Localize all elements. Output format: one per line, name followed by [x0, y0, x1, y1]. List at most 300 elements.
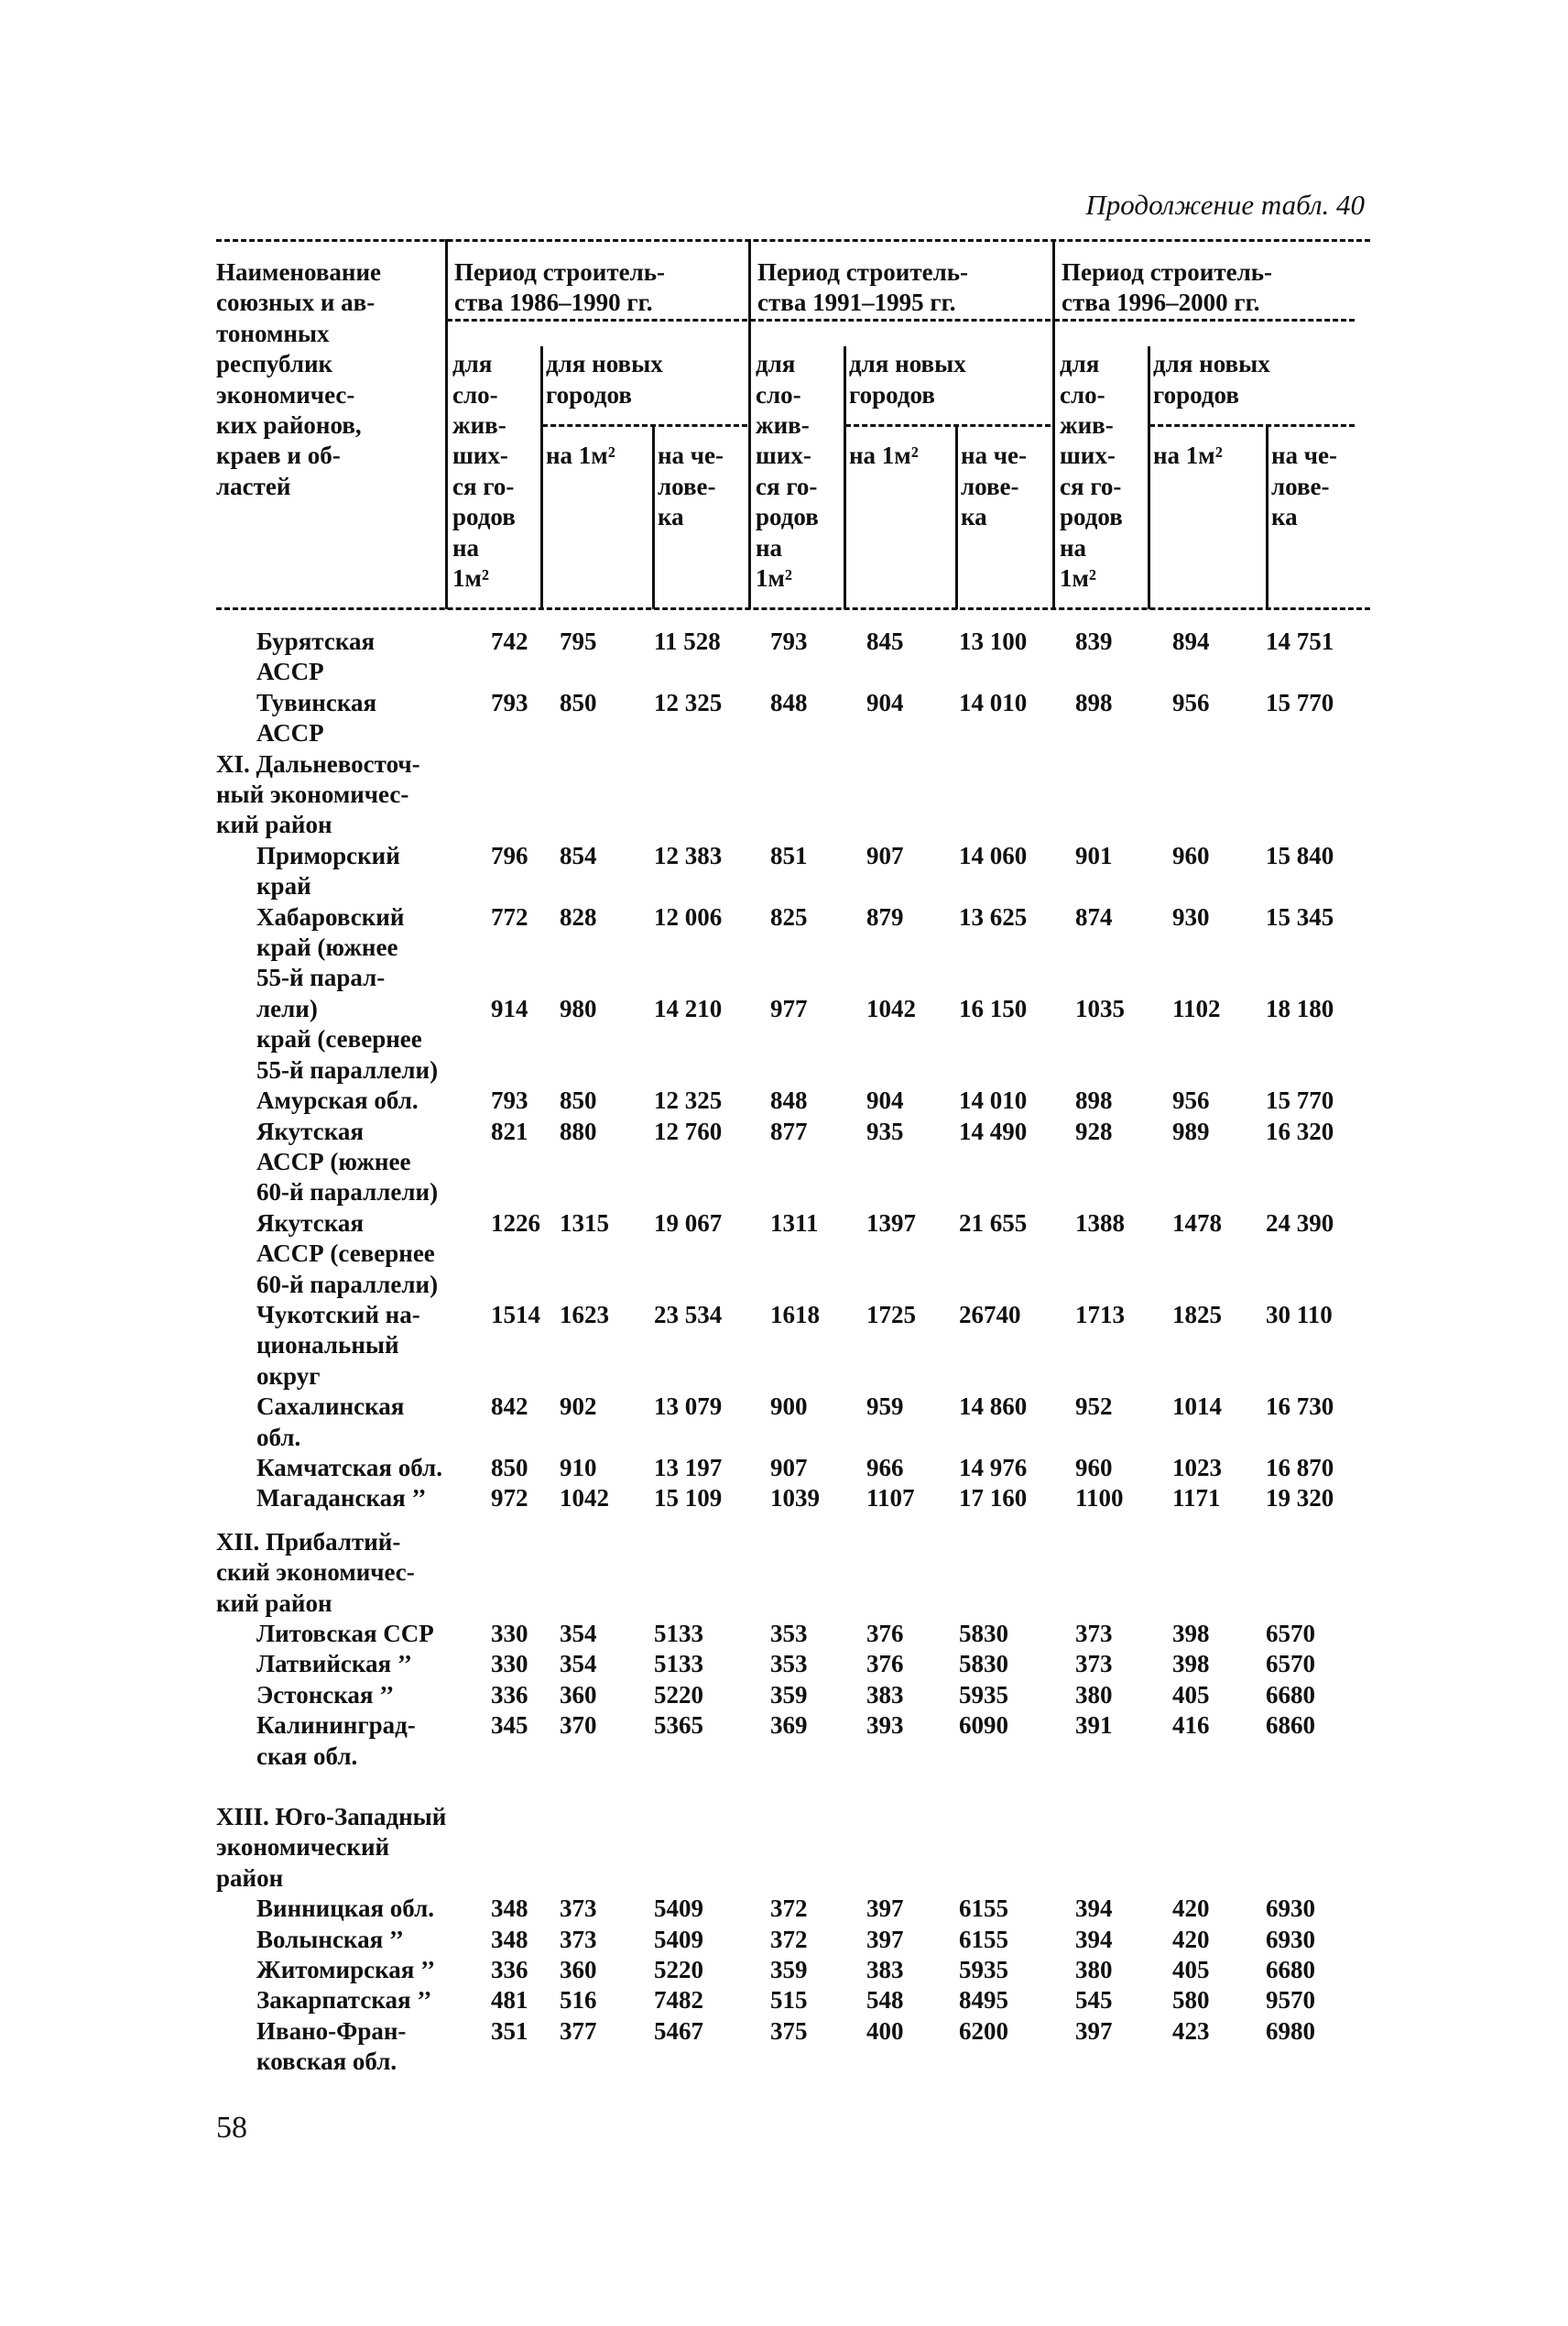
row-name-line: район	[216, 1863, 284, 1892]
cell-value: 354	[560, 1650, 597, 1678]
table-row	[216, 627, 1379, 688]
cell-value: 796	[491, 841, 528, 869]
cell-value: 376	[866, 1650, 904, 1678]
column-divider	[955, 424, 958, 609]
row-name-line: кий район	[216, 1589, 332, 1617]
cell-value: 956	[1172, 1087, 1210, 1115]
cell-value: 14 976	[959, 1453, 1028, 1481]
row-name-line: Закарпатская ’’	[256, 1986, 432, 2015]
header-bottom-rule	[216, 607, 1370, 610]
cell-value: 793	[491, 1087, 528, 1115]
complex-cities-header: сло-	[452, 380, 498, 409]
header-top-rule	[216, 239, 1370, 242]
cell-value: 966	[866, 1453, 904, 1481]
per-m2-header: на 1м²	[1153, 442, 1223, 470]
new-cities-header: городов	[1153, 380, 1239, 409]
cell-value: 18 180	[1266, 994, 1334, 1022]
period-header: ства 1991–1995 гг.	[757, 289, 956, 317]
cell-value: 394	[1075, 1895, 1113, 1923]
cell-value: 1315	[560, 1208, 609, 1237]
row-name-line: циональный	[256, 1331, 399, 1360]
cell-value: 1171	[1172, 1484, 1221, 1512]
cell-value: 928	[1075, 1117, 1113, 1145]
page-number: 58	[216, 2111, 247, 2145]
cell-value: 348	[491, 1895, 528, 1923]
row-name-line: лели)	[256, 994, 318, 1022]
cell-value: 416	[1172, 1711, 1210, 1740]
cell-value: 15 109	[654, 1484, 723, 1512]
cell-value: 821	[491, 1117, 528, 1145]
cell-value: 370	[560, 1711, 597, 1740]
cell-value: 9570	[1266, 1986, 1315, 2015]
cell-value: 12 383	[654, 841, 723, 869]
row-name-line: ская обл.	[256, 1742, 358, 1770]
per-person-header: на че-	[658, 442, 724, 470]
cell-value: 398	[1172, 1620, 1210, 1647]
complex-cities-header: сло-	[1060, 380, 1105, 409]
row-name-line: 55-й параллели)	[256, 1055, 439, 1084]
new-cities-header: городов	[849, 380, 935, 409]
cell-value: 14 010	[959, 688, 1028, 716]
cell-value: 373	[1075, 1620, 1113, 1647]
row-name	[216, 1802, 1379, 1894]
cell-value: 353	[770, 1650, 808, 1678]
row-name-line: АССР (южнее	[256, 1147, 411, 1175]
cell-value: 874	[1075, 902, 1113, 931]
new-cities-header: для новых	[546, 350, 663, 378]
row-name	[216, 749, 1379, 841]
cell-value: 360	[560, 1680, 597, 1709]
cell-value: 380	[1075, 1680, 1113, 1709]
cell-value: 515	[770, 1986, 808, 2015]
cell-value: 952	[1075, 1392, 1113, 1421]
name-column-header: Наименование	[216, 258, 381, 286]
per-m2-header: на 1м²	[849, 442, 919, 470]
row-name-line: АССР (севернее	[256, 1239, 435, 1268]
cell-value: 898	[1075, 688, 1113, 716]
cell-value: 910	[560, 1453, 597, 1481]
row-name-line: Приморский	[256, 841, 400, 869]
cell-value: 6155	[959, 1895, 1008, 1923]
cell-value: 17 160	[959, 1484, 1028, 1512]
cell-value: 1713	[1075, 1300, 1125, 1328]
cell-value: 391	[1075, 1711, 1113, 1740]
cell-value: 1514	[491, 1300, 540, 1328]
cell-value: 359	[770, 1680, 808, 1709]
cell-value: 848	[770, 1087, 808, 1115]
complex-cities-header: сло-	[756, 380, 801, 409]
complex-cities-header: жив-	[1060, 411, 1114, 439]
cell-value: 516	[560, 1986, 597, 2015]
complex-cities-header: родов	[756, 503, 819, 531]
name-column-header: республик	[216, 350, 333, 378]
row-name-line: округ	[256, 1361, 321, 1390]
cell-value: 904	[866, 688, 904, 716]
cell-value: 373	[560, 1895, 597, 1923]
per-person-header: на че-	[1271, 442, 1338, 470]
cell-value: 400	[866, 2016, 904, 2045]
cell-value: 359	[770, 1956, 808, 1984]
cell-value: 6570	[1266, 1620, 1315, 1647]
cell-value: 383	[866, 1680, 904, 1709]
cell-value: 405	[1172, 1680, 1210, 1709]
cell-value: 989	[1172, 1117, 1210, 1145]
cell-value: 372	[770, 1925, 808, 1953]
table-row	[216, 1955, 1379, 1985]
cell-value: 1397	[866, 1208, 916, 1237]
cell-value: 13 197	[654, 1453, 723, 1481]
cell-value: 545	[1075, 1986, 1113, 2015]
table-row	[216, 1208, 1379, 1300]
cell-value: 393	[866, 1711, 904, 1740]
complex-cities-header: ся го-	[1060, 472, 1122, 500]
cell-value: 904	[866, 1087, 904, 1115]
period-header: ства 1986–1990 гг.	[454, 289, 653, 317]
cell-value: 19 320	[1266, 1484, 1334, 1512]
cell-value: 839	[1075, 628, 1113, 655]
cell-value: 6570	[1266, 1650, 1315, 1678]
row-name-line: 55-й парал-	[256, 964, 386, 992]
cell-value: 7482	[654, 1986, 703, 2015]
cell-value: 907	[770, 1453, 808, 1481]
table-row	[216, 902, 1379, 994]
new-cities-header: для новых	[1153, 350, 1270, 378]
row-name-line: край (севернее	[256, 1025, 422, 1054]
cell-value: 900	[770, 1392, 808, 1421]
row-name-line: Винницкая обл.	[256, 1895, 435, 1923]
cell-value: 30 110	[1266, 1300, 1333, 1328]
cell-value: 1102	[1172, 994, 1221, 1022]
cell-value: 894	[1172, 628, 1210, 655]
row-name-line: Чукотский на-	[256, 1300, 420, 1328]
column-divider	[1148, 346, 1150, 609]
per-person-header: лове-	[961, 472, 1019, 500]
cell-value: 1035	[1075, 994, 1125, 1022]
cell-value: 742	[491, 628, 528, 655]
cell-value: 1478	[1172, 1208, 1222, 1237]
complex-cities-header: ших-	[452, 442, 508, 470]
row-name-line: Хабаровский	[256, 902, 405, 931]
row-name-line: Якутская	[256, 1117, 365, 1145]
cell-value: 851	[770, 841, 808, 869]
cell-value: 13 079	[654, 1392, 723, 1421]
period-subrule	[447, 319, 747, 322]
row-name-line: ный экономичес-	[216, 781, 409, 809]
cell-value: 21 655	[959, 1208, 1028, 1237]
complex-cities-header: родов	[1060, 503, 1123, 531]
row-name-line: XII. Прибалтий-	[216, 1527, 401, 1556]
table-row	[216, 1649, 1379, 1679]
cell-value: 879	[866, 902, 904, 931]
cell-value: 330	[491, 1620, 528, 1647]
cell-value: 5935	[959, 1680, 1008, 1709]
name-column-header: тономных	[216, 319, 330, 347]
cell-value: 377	[560, 2016, 597, 2045]
column-divider	[445, 239, 448, 609]
cell-value: 14 010	[959, 1087, 1028, 1115]
table-row	[216, 1985, 1379, 2015]
row-name-line: экономический	[216, 1833, 390, 1862]
cell-value: 1618	[770, 1300, 820, 1328]
cell-value: 336	[491, 1956, 528, 1984]
cell-value: 795	[560, 628, 597, 655]
complex-cities-header: 1м²	[756, 564, 792, 592]
cell-value: 12 006	[654, 902, 723, 931]
row-name-line: Волынская ’’	[256, 1925, 404, 1953]
table-row	[216, 1894, 1379, 1924]
complex-cities-header: ся го-	[452, 472, 515, 500]
row-name-line: Магаданская ’’	[256, 1484, 427, 1512]
complex-cities-header: родов	[452, 503, 516, 531]
cell-value: 793	[770, 628, 808, 655]
row-name-line: Эстонская ’’	[256, 1680, 395, 1709]
new-cities-subrule	[845, 424, 1051, 427]
column-divider	[844, 346, 846, 609]
new-cities-subrule	[542, 424, 747, 427]
section-heading	[216, 1802, 1379, 1894]
cell-value: 5467	[654, 2016, 703, 2045]
complex-cities-header: ших-	[1060, 442, 1116, 470]
cell-value: 5133	[654, 1620, 703, 1647]
table-row	[216, 1619, 1379, 1649]
complex-cities-header: жив-	[756, 411, 810, 439]
column-divider	[652, 424, 655, 609]
cell-value: 548	[866, 1986, 904, 2015]
complex-cities-header: на	[756, 533, 783, 562]
table-row	[216, 2016, 1379, 2078]
cell-value: 850	[560, 1087, 597, 1115]
cell-value: 15 840	[1266, 841, 1334, 869]
row-name-line: кий район	[216, 811, 332, 839]
cell-value: 15 770	[1266, 688, 1334, 716]
table-row	[216, 1925, 1379, 1955]
cell-value: 8495	[959, 1986, 1008, 2015]
cell-value: 845	[866, 628, 904, 655]
cell-value: 369	[770, 1711, 808, 1740]
cell-value: 1042	[866, 994, 916, 1022]
cell-value: 1825	[1172, 1300, 1222, 1328]
row-name-line: ский экономичес-	[216, 1558, 415, 1587]
cell-value: 930	[1172, 902, 1210, 931]
cell-value: 398	[1172, 1650, 1210, 1678]
cell-value: 481	[491, 1986, 528, 2015]
cell-value: 828	[560, 902, 597, 931]
row-name-line: край (южнее	[256, 934, 398, 962]
row-name-line: Литовская ССР	[256, 1620, 434, 1647]
cell-value: 898	[1075, 1087, 1113, 1115]
cell-value: 1107	[866, 1484, 915, 1512]
cell-value: 6680	[1266, 1956, 1315, 1984]
cell-value: 1311	[770, 1208, 819, 1237]
row-name-line: XIII. Юго-Западный	[216, 1803, 447, 1831]
row-name-line: Тувинская	[256, 688, 377, 716]
cell-value: 14 490	[959, 1117, 1028, 1145]
per-person-header: лове-	[1271, 472, 1330, 500]
cell-value: 5220	[654, 1680, 703, 1709]
cell-value: 14 210	[654, 994, 723, 1022]
cell-value: 373	[1075, 1650, 1113, 1678]
name-column-header: ластей	[216, 472, 291, 500]
cell-value: 405	[1172, 1956, 1210, 1984]
cell-value: 914	[491, 994, 528, 1022]
cell-value: 907	[866, 841, 904, 869]
complex-cities-header: 1м²	[1060, 564, 1096, 592]
cell-value: 959	[866, 1392, 904, 1421]
cell-value: 383	[866, 1956, 904, 1984]
cell-value: 5365	[654, 1711, 703, 1740]
cell-value: 1039	[770, 1484, 820, 1512]
cell-value: 5830	[959, 1620, 1008, 1647]
cell-value: 1023	[1172, 1453, 1222, 1481]
cell-value: 13 625	[959, 902, 1028, 931]
cell-value: 6155	[959, 1925, 1008, 1953]
cell-value: 5133	[654, 1650, 703, 1678]
cell-value: 351	[491, 2016, 528, 2045]
complex-cities-header: для	[1060, 350, 1100, 378]
per-person-header: ка	[1271, 503, 1298, 531]
cell-value: 376	[866, 1620, 904, 1647]
column-divider	[1052, 239, 1055, 609]
cell-value: 580	[1172, 1986, 1210, 2015]
period-subrule	[750, 319, 1051, 322]
cell-value: 6980	[1266, 2016, 1315, 2045]
cell-value: 877	[770, 1117, 808, 1145]
cell-value: 6680	[1266, 1680, 1315, 1709]
cell-value: 16 730	[1266, 1392, 1334, 1421]
cell-value: 902	[560, 1392, 597, 1421]
row-name-line: Якутская	[256, 1208, 365, 1237]
cell-value: 960	[1075, 1453, 1113, 1481]
cell-value: 14 860	[959, 1392, 1028, 1421]
row-name-line: Латвийская ’’	[256, 1650, 412, 1678]
cell-value: 5409	[654, 1925, 703, 1953]
row-name-line: Бурятская	[256, 628, 376, 655]
cell-value: 901	[1075, 841, 1113, 869]
cell-value: 1226	[491, 1208, 540, 1237]
row-name-line: Сахалинская	[256, 1392, 405, 1421]
per-person-header: ка	[961, 503, 987, 531]
cell-value: 397	[866, 1895, 904, 1923]
cell-value: 5220	[654, 1956, 703, 1984]
cell-value: 980	[560, 994, 597, 1022]
complex-cities-header: 1м²	[452, 564, 489, 592]
cell-value: 16 150	[959, 994, 1028, 1022]
cell-value: 850	[491, 1453, 528, 1481]
name-column-header: ких районов,	[216, 411, 362, 439]
row-name-line: 60-й параллели)	[256, 1270, 439, 1298]
cell-value: 956	[1172, 688, 1210, 716]
complex-cities-header: на	[452, 533, 480, 562]
table-row	[216, 994, 1379, 1086]
cell-value: 26740	[959, 1300, 1021, 1328]
cell-value: 5935	[959, 1956, 1008, 1984]
period-header: ства 1996–2000 гг.	[1062, 289, 1260, 317]
cell-value: 977	[770, 994, 808, 1022]
section-heading	[216, 1527, 1379, 1619]
cell-value: 15 770	[1266, 1087, 1334, 1115]
cell-value: 6930	[1266, 1895, 1315, 1923]
cell-value: 772	[491, 902, 528, 931]
row-name-line: Житомирская ’’	[256, 1956, 436, 1984]
row-name-line: АССР	[256, 658, 324, 686]
cell-value: 423	[1172, 2016, 1210, 2045]
cell-value: 397	[1075, 2016, 1113, 2045]
complex-cities-header: для	[756, 350, 796, 378]
row-name-line: XI. Дальневосточ-	[216, 749, 420, 778]
cell-value: 373	[560, 1925, 597, 1953]
cell-value: 6200	[959, 2016, 1008, 2045]
cell-value: 854	[560, 841, 597, 869]
cell-value: 5409	[654, 1895, 703, 1923]
cell-value: 336	[491, 1680, 528, 1709]
cell-value: 345	[491, 1711, 528, 1740]
per-person-header: ка	[658, 503, 684, 531]
cell-value: 420	[1172, 1925, 1210, 1953]
cell-value: 397	[866, 1925, 904, 1953]
complex-cities-header: жив-	[452, 411, 506, 439]
cell-value: 6930	[1266, 1925, 1315, 1953]
row-name-line: Ивано-Фран-	[256, 2016, 407, 2045]
period-header: Период строитель-	[1062, 258, 1273, 286]
table-row	[216, 1300, 1379, 1392]
cell-value: 16 870	[1266, 1453, 1334, 1481]
name-column-header: краев и об-	[216, 442, 341, 470]
row-name	[216, 1527, 1379, 1619]
table-row	[216, 1086, 1379, 1116]
row-name-line: Камчатская обл.	[256, 1453, 442, 1481]
cell-value: 880	[560, 1117, 597, 1145]
cell-value: 850	[560, 688, 597, 716]
cell-value: 1725	[866, 1300, 916, 1328]
cell-value: 375	[770, 2016, 808, 2045]
cell-value: 1623	[560, 1300, 609, 1328]
section-heading	[216, 749, 1379, 841]
cell-value: 23 534	[654, 1300, 723, 1328]
cell-value: 14 060	[959, 841, 1028, 869]
table-row	[216, 1710, 1379, 1772]
complex-cities-header: ших-	[756, 442, 811, 470]
new-cities-header: городов	[546, 380, 632, 409]
cell-value: 13 100	[959, 628, 1028, 655]
cell-value: 972	[491, 1484, 528, 1512]
cell-value: 1100	[1075, 1484, 1124, 1512]
cell-value: 16 320	[1266, 1117, 1334, 1145]
row-name-line: Амурская обл.	[256, 1087, 419, 1115]
column-divider	[1266, 424, 1269, 609]
cell-value: 11 528	[654, 628, 721, 655]
row-name-line: край	[256, 872, 311, 901]
complex-cities-header: ся го-	[756, 472, 818, 500]
column-divider	[540, 346, 543, 609]
cell-value: 848	[770, 688, 808, 716]
table-row	[216, 1117, 1379, 1208]
table-body	[216, 627, 1379, 2078]
cell-value: 15 345	[1266, 902, 1334, 931]
cell-value: 960	[1172, 841, 1210, 869]
cell-value: 825	[770, 902, 808, 931]
table-row	[216, 1392, 1379, 1453]
per-m2-header: на 1м²	[546, 442, 615, 470]
cell-value: 1388	[1075, 1208, 1125, 1237]
table-caption: Продолжение табл. 40	[1085, 189, 1365, 221]
cell-value: 24 390	[1266, 1208, 1334, 1237]
cell-value: 348	[491, 1925, 528, 1953]
new-cities-subrule	[1149, 424, 1355, 427]
name-column-header: экономичес-	[216, 380, 355, 409]
cell-value: 12 325	[654, 688, 723, 716]
cell-value: 1042	[560, 1484, 609, 1512]
column-divider	[748, 239, 751, 609]
